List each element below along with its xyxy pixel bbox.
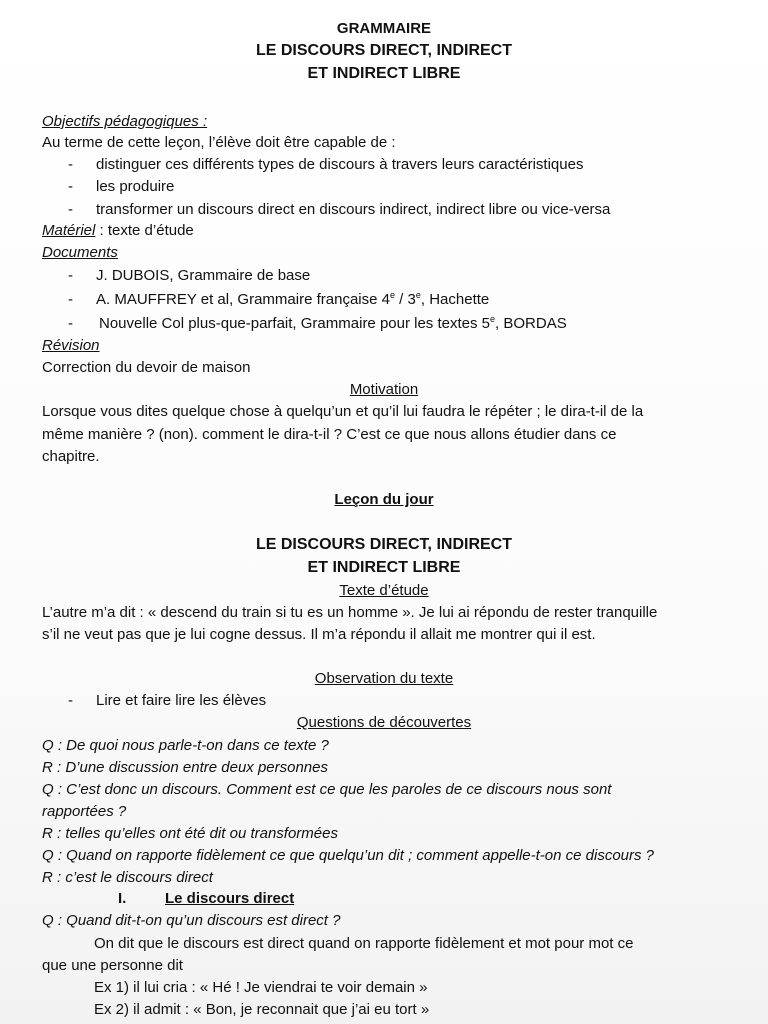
objectifs-intro: Au terme de cette leçon, l’élève doit être capable de :: [42, 134, 396, 151]
list-dash: -: [68, 315, 73, 332]
doc2-part: A. MAUFFREY et al, Grammaire française 4: [96, 291, 390, 308]
objectif-item: [0, 199, 768, 221]
section-question: Q : Quand dit-t-on qu’un discours est direct ?: [42, 912, 341, 929]
document-item: [0, 289, 768, 311]
motivation-line: même manière ? (non). comment le dira-t-il ? C’est ce que nous allons étudier dans ce: [42, 426, 617, 443]
materiel-label: Matériel: [42, 222, 96, 239]
objectif-text: distinguer ces différents types de discours à travers leurs caractéristiques: [96, 156, 584, 173]
doc2-sup: e: [415, 290, 421, 300]
objectif-item: [0, 176, 768, 198]
list-dash: -: [68, 178, 73, 195]
materiel-line: [42, 220, 194, 242]
section-definition-line: que une personne dit: [42, 957, 183, 974]
observation-title: Observation du texte: [314, 670, 454, 687]
section-definition-line: On dit que le discours est direct quand on rapporte fidèlement et mot pour mot ce: [94, 935, 634, 952]
question-line: Q : Quand on rapporte fidèlement ce que quelqu’un dit ; comment appelle-t-on ce discours ?: [42, 847, 655, 864]
motivation-title: Motivation: [349, 381, 419, 398]
questions-title: Questions de découvertes: [296, 714, 472, 731]
objectif-text: transformer un discours direct en discours indirect, indirect libre ou vice-versa: [96, 201, 611, 218]
motivation-line: chapitre.: [42, 448, 100, 465]
observation-item: [0, 690, 768, 712]
section-title: Le discours direct: [165, 890, 295, 907]
objectif-text: les produire: [96, 178, 175, 195]
doc2-part: / 3: [395, 291, 416, 308]
document-item: [0, 265, 768, 287]
list-dash: -: [68, 156, 73, 173]
doc3-part: Nouvelle Col plus-que-parfait, Grammaire pour les textes 5: [99, 315, 491, 332]
list-dash: -: [68, 267, 73, 284]
document-text: J. DUBOIS, Grammaire de base: [96, 267, 311, 284]
doc3-sup: e: [490, 314, 496, 324]
revision-text: Correction du devoir de maison: [42, 359, 251, 376]
doc3-part: , BORDAS: [495, 315, 567, 332]
objectifs-label: Objectifs pédagogiques :: [42, 113, 208, 130]
example-line: Ex 1) il lui cria : « Hé ! Je viendrai te voir demain »: [94, 979, 428, 996]
example-line: Ex 2) il admit : « Bon, je reconnait que j’ai eu tort »: [94, 1001, 430, 1018]
document-text: [99, 313, 567, 335]
main-title-line2: ET INDIRECT LIBRE: [307, 65, 461, 82]
lecon-title: Leçon du jour: [334, 491, 434, 508]
materiel-text: : texte d’étude: [95, 222, 194, 239]
question-line: Q : De quoi nous parle-t-on dans ce texte ?: [42, 737, 329, 754]
list-dash: -: [68, 291, 73, 308]
question-line: rapportées ?: [42, 803, 127, 820]
question-line: Q : C’est donc un discours. Comment est ce que les paroles de ce discours nous sont: [42, 781, 612, 798]
list-dash: -: [68, 692, 73, 709]
lecon-heading-line2: ET INDIRECT LIBRE: [307, 559, 461, 576]
main-title-line1: LE DISCOURS DIRECT, INDIRECT: [255, 42, 512, 59]
subject-title: GRAMMAIRE: [336, 20, 432, 37]
document-text: [96, 289, 489, 311]
motivation-line: Lorsque vous dites quelque chose à quelqu’un et qu’il lui faudra le répéter ; le dira-t-il de la: [42, 403, 644, 420]
observation-text: Lire et faire lire les élèves: [96, 692, 267, 709]
list-dash: -: [68, 201, 73, 218]
doc2-part: , Hachette: [420, 291, 490, 308]
texte-etude-line: L’autre m’a dit : « descend du train si tu es un homme ». Je lui ai répondu de rester tranquille: [42, 604, 658, 621]
answer-line: R : c’est le discours direct: [42, 869, 213, 886]
section-number: I.: [118, 890, 127, 907]
documents-label: Documents: [42, 244, 118, 261]
texte-etude-line: s’il ne veut pas que je lui cogne dessus. Il m’a répondu il allait me montrer qui il est.: [42, 626, 596, 643]
doc2-sup: e: [389, 290, 395, 300]
lecon-heading-line1: LE DISCOURS DIRECT, INDIRECT: [255, 536, 512, 553]
texte-etude-title: Texte d’étude: [339, 582, 429, 599]
objectif-item: [0, 154, 768, 176]
answer-line: R : telles qu’elles ont été dit ou transformées: [42, 825, 338, 842]
revision-label: Révision: [42, 337, 100, 354]
document-item: [0, 313, 768, 335]
answer-line: R : D’une discussion entre deux personnes: [42, 759, 328, 776]
